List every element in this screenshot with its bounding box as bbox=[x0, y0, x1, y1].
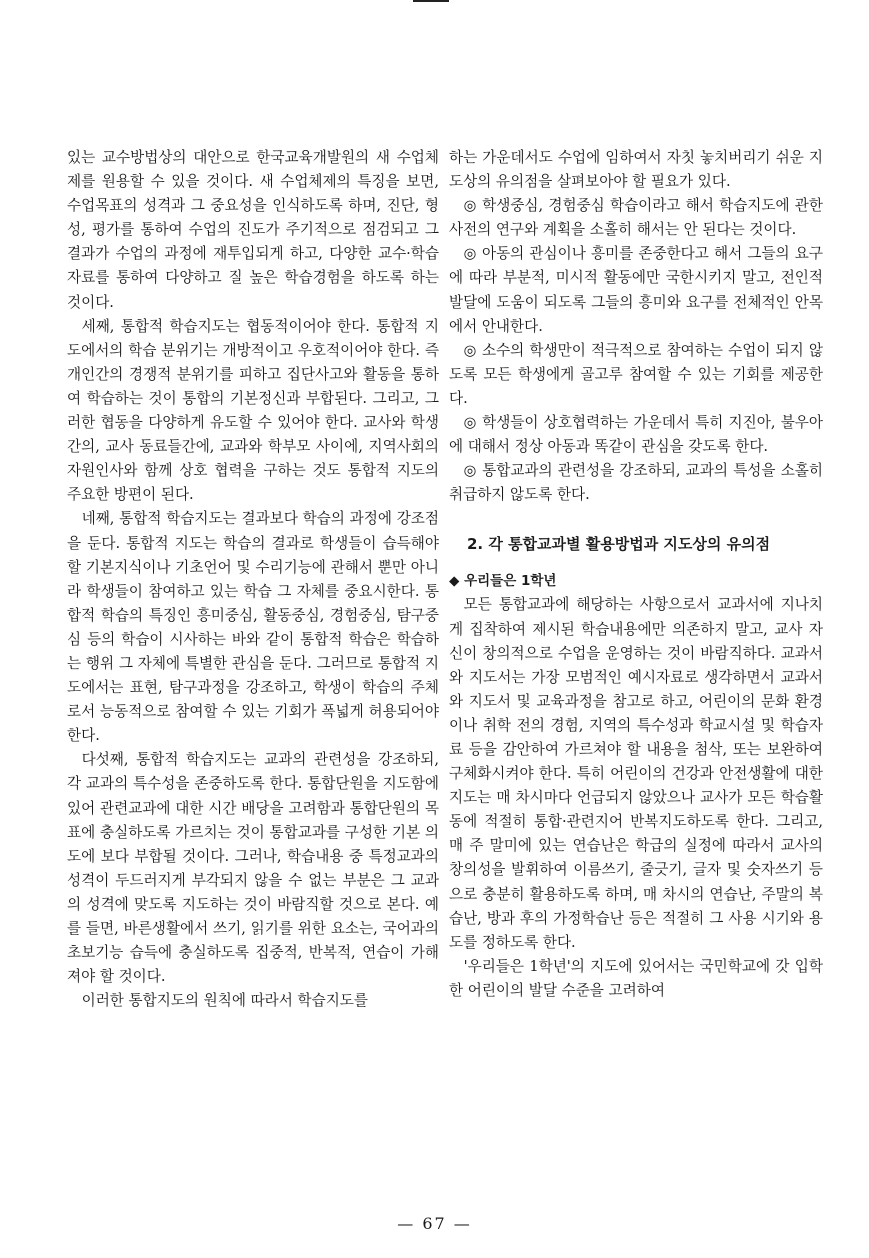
right-column bbox=[449, 146, 823, 1003]
paragraph-closing: 이러한 통합지도의 원칙에 따라서 학습지도를 bbox=[81, 992, 369, 1010]
left-column bbox=[67, 146, 439, 1013]
paragraph-first-grade: '우리들은 1학년'의 지도에 있어서는 국민학교에 갓 입학한 어린이의 발달 수준을 고려하여 bbox=[449, 957, 823, 999]
paragraph-fifth-principle: 다섯째, 통합적 학습지도는 교과의 관련성을 강조하되, 각 교과의 특수성을 존중하도록 한다. 통합단원을 지도함에 있어 관련교과에 대한 시간 배당을 고려함과 통합단원의 목표에 충실하도록 가르치는 것이 통합교과를 구성한 기본 의도에 보다 부합될 것이다. 그러나, 학습내용 중 특정교과의 성격이 두드러지게 부각되지 않을 수 없는 부분은 그 교과의 성격에 맞도록 지도하는 것이 바람직할 것으로 본다. 예를 들면, 바른생활에서 쓰기, 읽기를 위한 요소는, 국어과의 초보기능 습득에 충실하도록 집중적, 반복적, 연습이 가해 져야 할 것이다. bbox=[67, 751, 439, 986]
paragraph-general-guidance: 모든 통합교과에 해당하는 사항으로서 교과서에 지나치게 집착하여 제시된 학습내용에만 의존하지 말고, 교사 자신이 창의적으로 수업을 운영하는 것이 바람직하다. 교과서와 지도서는 가장 모범적인 예시자료로 생각하면서 교과서와 지도서 및 교육과정을 참고로 하고, 어린이의 문화 환경이나 취학 전의 경험, 지역의 특수성과 학교시설 및 학습자료 등을 감안하여 가르쳐야 할 내용을 첨삭, 또는 보완하여 구체화시켜야 한다. 특히 어린이의 건강과 안전생활에 대한 지도는 매 차시마다 언급되지 않았으나 교사가 모든 학습활동에 적절히 통합·관련지어 반복지도하도록 한다. 그리고, 매 주 말미에 있는 연습난은 학급의 실정에 따라서 교사의 창의성을 발휘하여 이름쓰기, 줄긋기, 글자 및 숫자쓰기 등으로 충분히 활용하도록 하며, 매 차시의 연습난, 주말의 복습난, 방과 후의 가정학습난 등은 적절히 그 사용 시기와 용도를 정하도록 한다. bbox=[449, 596, 823, 951]
section-heading: 2. 각 통합교과별 활용방법과 지도상의 유의점 bbox=[467, 535, 771, 554]
guideline-item: ◎ 아동의 관심이나 흥미를 존중한다고 해서 그들의 요구에 따라 부분적, 미시적 활동에만 국한시키지 말고, 전인적 발달에 도움이 되도록 그들의 흥미와 요구를 전체적인 안목에서 안내한다. bbox=[449, 245, 823, 335]
top-rule bbox=[413, 0, 449, 2]
guideline-item: ◎ 소수의 학생만이 적극적으로 참여하는 수업이 되지 않도록 모든 학생에게 골고루 참여할 수 있는 기회를 제공한다. bbox=[449, 341, 823, 407]
paragraph-fourth-principle: 네째, 통합적 학습지도는 결과보다 학습의 과정에 강조점을 둔다. 통합적 지도는 학습의 결과로 학생들이 습득해야 할 기본지식이나 기초언어 및 수리기능에 관해서 뿐만 아니라 학생들이 참여하고 있는 학습 그 자체를 중요시한다. 통합적 학습의 특징인 흥미중심, 활동중심, 경험중심, 탐구중심 등의 학습이 시사하는 바와 같이 통합적 학습은 학습하는 행위 그 자체에 특별한 관심을 둔다. 그러므로 통합적 지도에서는 표현, 탐구과정을 강조하고, 학생이 학습의 주체로서 능동적으로 참여할 수 있는 기회가 폭넓게 허용되어야 한다. bbox=[67, 510, 439, 745]
paragraph-intro: 하는 가운데서도 수업에 임하여서 자칫 놓치버리기 쉬운 지도상의 유의점을 살펴보아야 할 필요가 있다. bbox=[449, 149, 823, 191]
guideline-item: ◎ 학생들이 상호협력하는 가운데서 특히 지진아, 불우아에 대해서 정상 아동과 똑같이 관심을 갖도록 한다. bbox=[449, 414, 823, 456]
paragraph-continued: 있는 교수방법상의 대안으로 한국교육개발원의 새 수업체제를 원용할 수 있을 것이다. 새 수업체제의 특징을 보면, 수업목표의 성격과 그 중요성을 인식하도록 하며, 진단, 형성, 평가를 통하여 수업의 진도가 주기적으로 점검되고 그 결과가 수업의 과정에 재투입되게 하고, 다양한 교수·학습자료를 통하여 다양하고 질 높은 학습경험을 하도록 하는 것이다. bbox=[67, 149, 439, 311]
guideline-item: ◎ 통합교과의 관련성을 강조하되, 교과의 특성을 소홀히 취급하지 않도록 한다. bbox=[449, 462, 823, 504]
paragraph-third-principle: 세째, 통합적 학습지도는 협동적이어야 한다. 통합적 지도에서의 학습 분위기는 개방적이고 우호적이어야 한다. 즉 개인간의 경쟁적 분위기를 피하고 집단사고와 활동을 통하여 학습하는 것이 통합의 기본정신과 부합된다. 그리고, 그러한 협동을 다양하게 유도할 수 있어야 한다. 교사와 학생간의, 교사 동료들간에, 교과와 학부모 사이에, 지역사회의 자원인사와 함께 상호 협력을 구하는 것도 통합적 지도의 주요한 방편이 된다. bbox=[67, 317, 439, 504]
page-number: — 67 — bbox=[397, 1214, 472, 1233]
guideline-item: ◎ 학생중심, 경험중심 학습이라고 해서 학습지도에 관한 사전의 연구와 계획을 소홀히 해서는 안 된다는 것이다. bbox=[449, 197, 823, 239]
sub-heading: ◆ 우리들은 1학년 bbox=[449, 573, 557, 590]
